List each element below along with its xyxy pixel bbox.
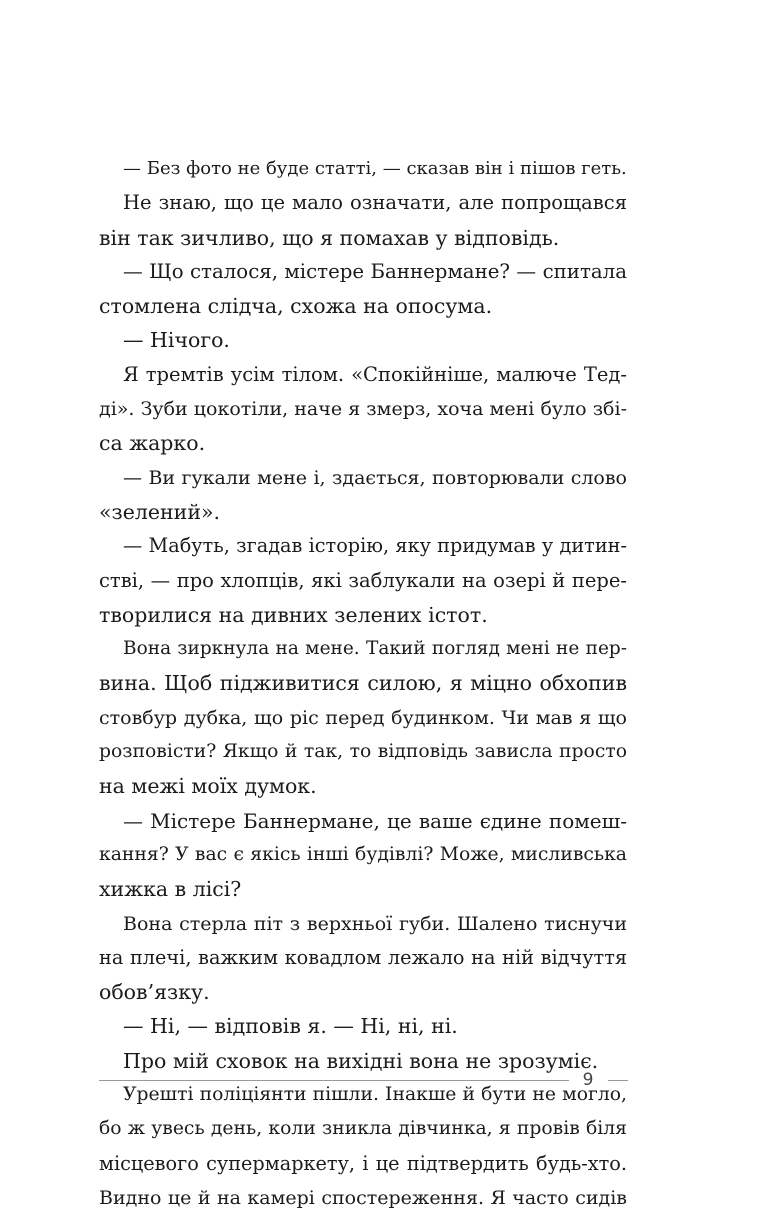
text-line: — Мабуть, згадав історію, яку придумав у дитин-	[123, 534, 627, 558]
text-line: стомлена слідча, схожа на опосума.	[99, 294, 493, 319]
text-line: Я тремтів усім тілом. «Спокійніше, малюче Тед-	[123, 362, 627, 386]
text-line: хижка в лісі?	[99, 877, 242, 902]
text-line: — Містере Баннермане, це ваше єдине помеш-	[123, 808, 627, 833]
body-text	[99, 152, 627, 1215]
text-line: обов’язку.	[99, 980, 210, 1005]
text-line: «зелений».	[99, 499, 221, 524]
text-line: Про мій сховок на вихідні вона не зрозуміє.	[123, 1048, 599, 1073]
footer-rule	[99, 1080, 569, 1081]
page-footer	[0, 1068, 765, 1092]
page-number: 9	[582, 1070, 594, 1090]
text-line: — Що сталося, містере Баннермане? — спитала	[123, 259, 627, 283]
text-line: са жарко.	[99, 431, 206, 456]
text-line: він так зичливо, що я помахав у відповідь.	[99, 225, 560, 250]
text-line: на межі моїх думок.	[99, 774, 317, 799]
text-line: стовбур дубка, що ріс перед будинком. Чи мав я що	[99, 706, 627, 729]
text-line: — Ні, — відповів я. — Ні, ні, ні.	[123, 1014, 458, 1039]
text-line: кання? У вас є якісь інші будівлі? Може, мисливська	[99, 843, 627, 865]
text-line: — Ви гукали мене і, здається, повторювали слово	[123, 466, 627, 489]
text-line: Не знаю, що це мало означати, але попрощався	[123, 191, 627, 215]
text-line: стві, — про хлопців, які заблукали на озері й пере-	[99, 568, 627, 592]
footer-dash	[608, 1080, 628, 1081]
text-line: вина. Щоб підживитися силою, я міцно обхопив	[99, 671, 627, 696]
text-line: Урешті поліціянти пішли. Інакше й бути не могло,	[123, 1084, 627, 1106]
text-line: творилися на дивних зелених істот.	[99, 602, 488, 627]
text-line: розповісти? Якщо й так, то відповідь зависла просто	[99, 741, 627, 763]
text-line: Вона стерла піт з верхньої губи. Шалено тиснучи	[123, 912, 627, 935]
text-line: ді». Зуби цокотіли, наче я змерз, хоча мені було збі-	[99, 398, 627, 421]
text-line: Вона зиркнула на мене. Такий погляд мені не пер-	[123, 638, 627, 660]
text-line: Видно це й на камері спостереження. Я часто сидів	[99, 1186, 627, 1209]
text-line: місцевого супермаркету, і це підтвердить будь-хто.	[99, 1151, 627, 1175]
text-line: на плечі, важким ковадлом лежало на ній відчуття	[99, 945, 627, 969]
text-line: — Без фото не буде статті, — сказав він і пішов геть.	[123, 158, 627, 179]
text-line: — Нічого.	[123, 328, 230, 353]
text-line: бо ж увесь день, коли зникла дівчинка, я провів біля	[99, 1118, 627, 1140]
